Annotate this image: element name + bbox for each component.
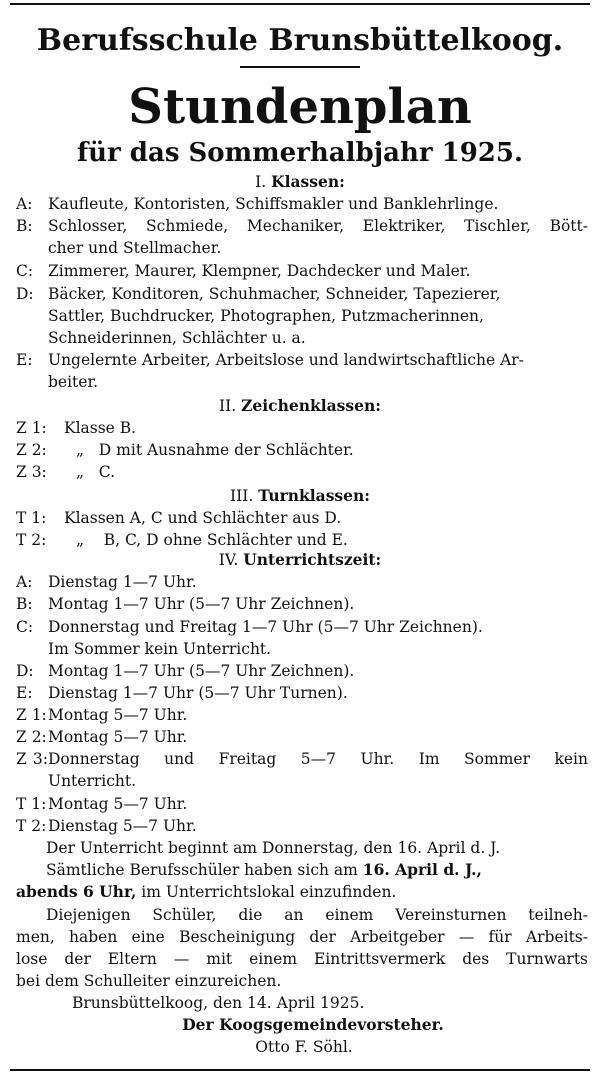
gym-notice: Diejenigen Schüler, die an einem Vereinsturnen teilneh- xyxy=(46,906,588,924)
page-title: Stundenplan xyxy=(128,80,472,134)
bottom-rule xyxy=(10,1069,590,1071)
attendance-notice-continuation: abends 6 Uhr, im Unterrichtslokal einzufinden. xyxy=(16,882,397,901)
gym-notice-continuation: bei dem Schulleiter einzureichen. xyxy=(16,972,282,990)
time-row: Z 1:Montag 5—7 Uhr. xyxy=(16,706,188,724)
time-row: T 2: Dienstag 5—7 Uhr. xyxy=(16,817,197,835)
section-heading-times: IV. Unterrichtszeit: xyxy=(218,550,382,569)
time-row: D: Montag 1—7 Uhr (5—7 Uhr Zeichnen). xyxy=(16,662,355,680)
drawing-class-row: Z 2: „ D mit Ausnahme der Schlächter. xyxy=(16,441,354,459)
school-name: Berufsschule Brunsbüttelkoog. xyxy=(36,24,564,58)
class-row-continuation: Sattler, Buchdrucker, Photographen, Putzmacherinnen, xyxy=(48,307,484,325)
signature: Otto F. Söhl. xyxy=(255,1038,353,1056)
authority: Der Koogsgemeindevorsteher. xyxy=(182,1015,444,1034)
class-row: A: Kaufleute, Kontoristen, Schiffsmakler und Banklehrlinge. xyxy=(16,195,499,213)
time-row: T 1: Montag 5—7 Uhr. xyxy=(16,795,188,813)
top-rule xyxy=(10,3,590,5)
time-row: Z 3:Donnerstag und Freitag 5—7 Uhr. Im Sommer kein xyxy=(16,750,588,768)
time-row: B: Montag 1—7 Uhr (5—7 Uhr Zeichnen). xyxy=(16,595,355,613)
class-row-continuation: Schneiderinnen, Schlächter u. a. xyxy=(48,329,306,347)
attendance-notice: Sämtliche Berufsschüler haben sich am 16. April d. J., xyxy=(46,860,482,879)
class-row: E: Ungelernte Arbeiter, Arbeitslose und landwirtschaftliche Ar- xyxy=(16,351,524,369)
page-subtitle: für das Sommerhalbjahr 1925. xyxy=(76,138,524,168)
class-row: B: Schlosser, Schmiede, Mechaniker, Elektriker, Tischler, Bött- xyxy=(16,217,588,235)
gym-class-row: T 2: „ B, C, D ohne Schlächter und E. xyxy=(16,531,348,549)
section-heading-gym: III. Turnklassen: xyxy=(229,486,371,505)
gym-notice-continuation: men, haben eine Bescheinigung der Arbeitgeber — für Arbeits- xyxy=(16,928,588,946)
section-heading-drawing: II. Zeichenklassen: xyxy=(218,396,381,415)
place-date: Brunsbüttelkoog, den 14. April 1925. xyxy=(72,994,365,1012)
time-row: C: Donnerstag und Freitag 1—7 Uhr (5—7 Uhr Zeichnen). xyxy=(16,618,483,636)
time-row-continuation: Unterricht. xyxy=(48,772,137,790)
class-row: D: Bäcker, Konditoren, Schuhmacher, Schneider, Tapezierer, xyxy=(16,285,501,303)
section-heading-classes: I. Klassen: xyxy=(255,172,345,191)
time-row: Z 2:Montag 5—7 Uhr. xyxy=(16,728,188,746)
class-row-continuation: beiter. xyxy=(48,373,99,391)
drawing-class-row: Z 1: Klasse B. xyxy=(16,419,137,437)
class-row: C: Zimmerer, Maurer, Klempner, Dachdecker und Maler. xyxy=(16,262,471,280)
time-row: A: Dienstag 1—7 Uhr. xyxy=(16,573,197,591)
start-notice: Der Unterricht beginnt am Donnerstag, den 16. April d. J. xyxy=(46,839,501,857)
time-row-continuation: Im Sommer kein Unterricht. xyxy=(48,640,272,658)
time-row: E: Dienstag 1—7 Uhr (5—7 Uhr Turnen). xyxy=(16,684,348,702)
class-row-continuation: cher und Stellmacher. xyxy=(48,239,222,257)
gym-notice-continuation: lose der Eltern — mit einem Eintrittsvermerk des Turnwarts xyxy=(16,950,588,968)
drawing-class-row: Z 3: „ C. xyxy=(16,463,116,481)
divider-rule xyxy=(240,66,360,68)
gym-class-row: T 1: Klassen A, C und Schlächter aus D. xyxy=(16,509,342,527)
